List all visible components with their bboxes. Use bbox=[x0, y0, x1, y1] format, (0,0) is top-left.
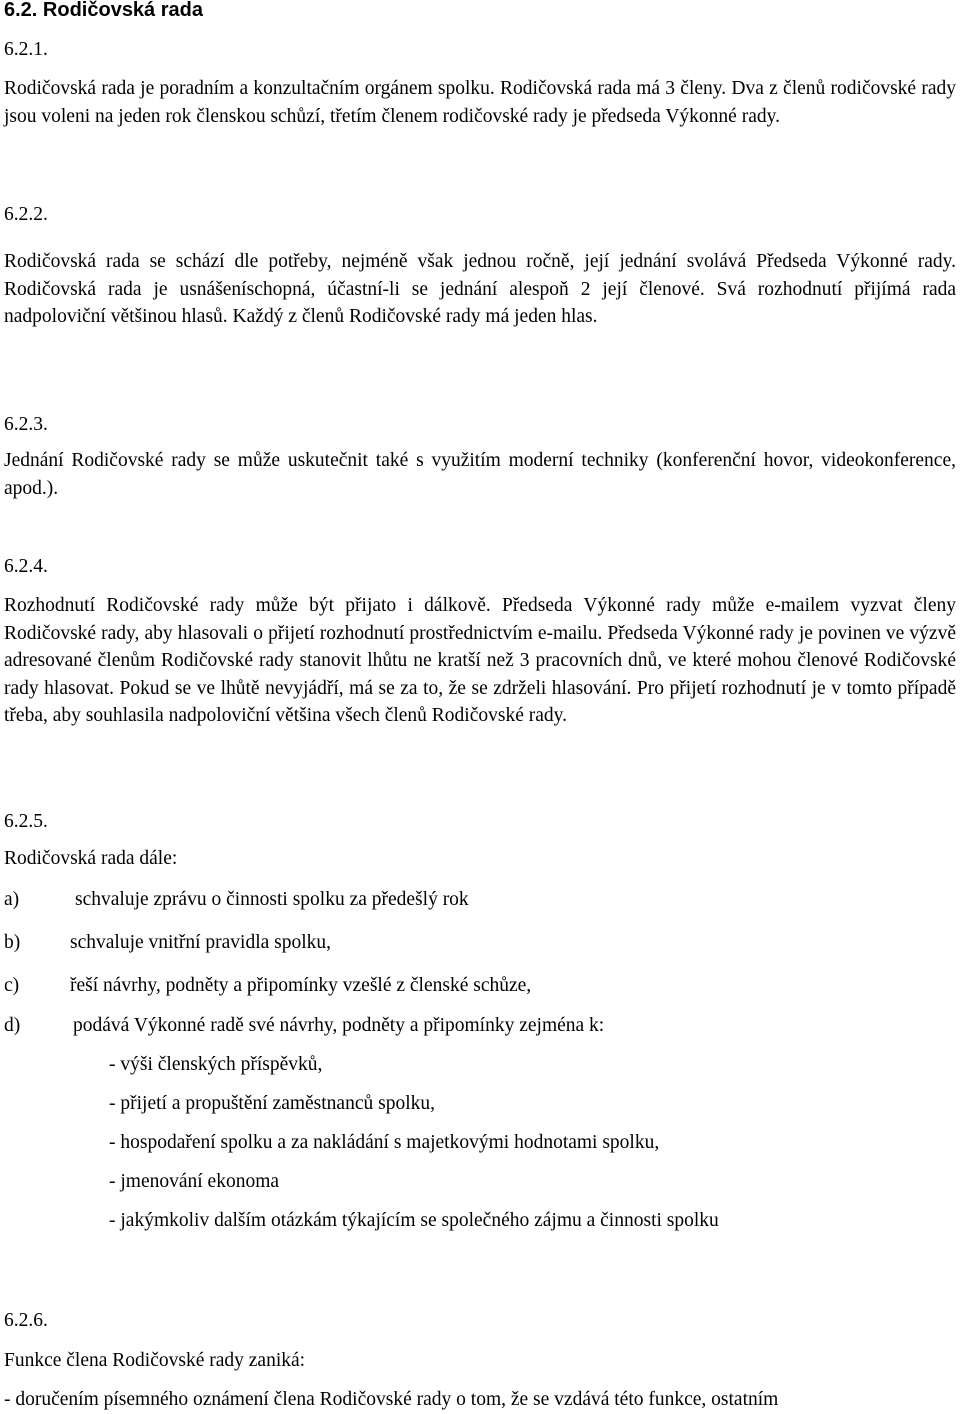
section-heading: 6.2. Rodičovská rada bbox=[4, 0, 203, 21]
sub-item: - přijetí a propuštění zaměstnanců spolku, bbox=[109, 1093, 435, 1114]
clause-number: 6.2.3. bbox=[4, 414, 48, 435]
list-item-text: řeší návrhy, podněty a připomínky vzešlé z členské schůze, bbox=[70, 975, 532, 996]
list-item-letter: a) bbox=[4, 889, 20, 910]
list-item-letter: d) bbox=[4, 1015, 21, 1036]
clause-number: 6.2.5. bbox=[4, 811, 48, 832]
clause-number: 6.2.6. bbox=[4, 1310, 48, 1331]
list-item-text: schvaluje zprávu o činnosti spolku za předešlý rok bbox=[75, 889, 469, 910]
sub-item: - výši členských příspěvků, bbox=[109, 1054, 323, 1075]
list-item-text: schvaluje vnitřní pravidla spolku, bbox=[70, 932, 332, 953]
clause-number: 6.2.1. bbox=[4, 39, 48, 60]
clause-line: - doručením písemného oznámení člena Rodičovské rady o tom, že se vzdává této funkce, ostatním bbox=[4, 1389, 779, 1410]
list-item-text: podává Výkonné radě své návrhy, podněty a připomínky zejména k: bbox=[73, 1015, 605, 1036]
list-item-letter: c) bbox=[4, 975, 20, 996]
sub-item: - hospodaření spolku a za nakládání s majetkovými hodnotami spolku, bbox=[109, 1132, 660, 1153]
list-item-letter: b) bbox=[4, 932, 21, 953]
clause-text: Rodičovská rada je poradním a konzultačním orgánem spolku. Rodičovská rada má 3 členy. Dva z členů rodičovské rady jsou voleni na jeden rok členskou schůzí, třetím členem rodičovské rady je předseda Výkonné rady. bbox=[4, 78, 956, 127]
clause-number: 6.2.2. bbox=[4, 204, 48, 225]
sub-item: - jmenování ekonoma bbox=[109, 1171, 280, 1192]
clause-intro: Funkce člena Rodičovské rady zaniká: bbox=[4, 1350, 306, 1371]
clause-number: 6.2.4. bbox=[4, 556, 48, 577]
clause-text: Jednání Rodičovské rady se může uskutečnit také s využitím moderní techniky (konferenční hovor, videokonference, apod.). bbox=[4, 450, 956, 499]
clause-intro: Rodičovská rada dále: bbox=[4, 848, 178, 869]
clause-text: Rozhodnutí Rodičovské rady může být přijato i dálkově. Předseda Výkonné rady může e-mailem vyzvat členy Rodičovské rady, aby hlasovali o přijetí rozhodnutí prostřednictvím e-mailu. Předseda Výkonné rady je povinen ve výzvě adresované členům Rodičovské rady stanovit lhůtu ne kratší než 3 pracovních dnů, ve které mohou členové Rodičovské rady hlasovat. Pokud se ve lhůtě nevyjádří, má se za to, že se zdrželi hlasování. Pro přijetí rozhodnutí je v tomto případě třeba, aby souhlasila nadpoloviční většina všech členů Rodičovské rady. bbox=[4, 595, 956, 726]
clause-text: Rodičovská rada se schází dle potřeby, nejméně však jednou ročně, její jednání svolává Předseda Výkonné rady. Rodičovská rada je usnášeníschopná, účastní-li se jednání alespoň 2 její členové. Svá rozhodnutí přijímá rada nadpoloviční většinou hlasů. Každý z členů Rodičovské rady má jeden hlas. bbox=[4, 251, 956, 327]
sub-item: - jakýmkoliv dalším otázkám týkajícím se společného zájmu a činnosti spolku bbox=[109, 1210, 719, 1231]
